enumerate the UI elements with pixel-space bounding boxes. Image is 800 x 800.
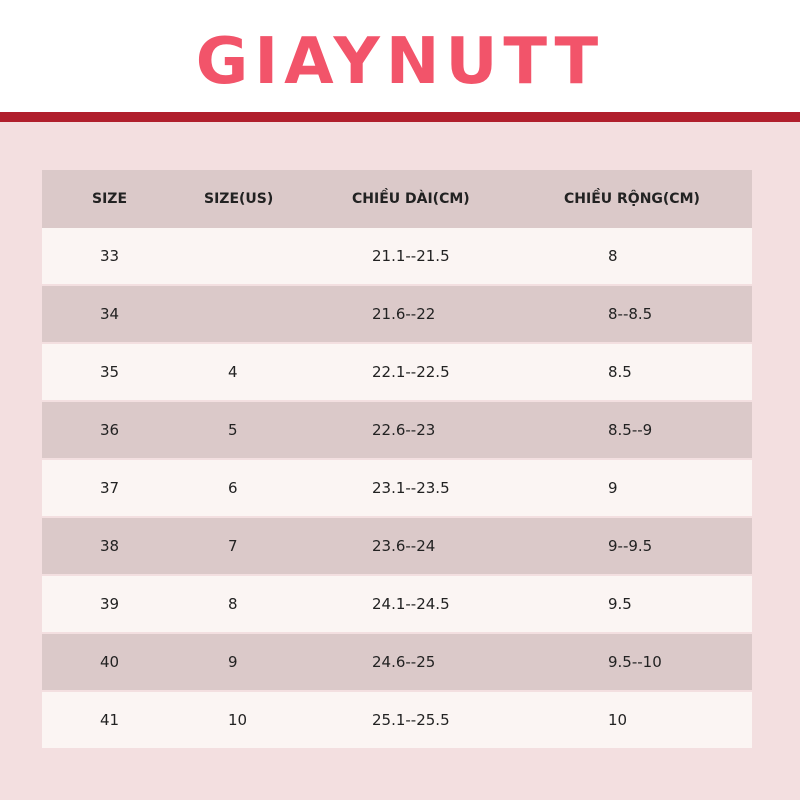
table-row: [42, 402, 752, 458]
cell-size: 39: [100, 595, 120, 613]
cell-length: 21.6--22: [372, 305, 436, 323]
table-row: [42, 228, 752, 284]
cell-width: 9.5: [608, 595, 632, 613]
cell-size: 34: [100, 305, 120, 323]
cell-length: 23.6--24: [372, 537, 436, 555]
header-width: CHIỀU RỘNG(CM): [564, 191, 700, 207]
table-row: [42, 518, 752, 574]
cell-width: 10: [608, 711, 628, 729]
cell-length: 23.1--23.5: [372, 479, 450, 497]
table-row: [42, 634, 752, 690]
divider-bar: [0, 112, 800, 122]
cell-width: 8--8.5: [608, 305, 653, 323]
cell-size: 36: [100, 421, 120, 439]
cell-size-us: 5: [228, 421, 238, 439]
brand-logo: GIAYNUTT: [195, 25, 605, 99]
header-length: CHIỀU DÀI(CM): [352, 191, 470, 207]
cell-length: 22.1--22.5: [372, 363, 450, 381]
cell-size-us: 8: [228, 595, 238, 613]
table-header-row: [42, 170, 752, 228]
cell-length: 22.6--23: [372, 421, 436, 439]
cell-size-us: 10: [228, 711, 248, 729]
cell-size: 40: [100, 653, 120, 671]
header-size-us: SIZE(US): [204, 191, 274, 207]
cell-size-us: 4: [228, 363, 238, 381]
cell-size-us: 6: [228, 479, 238, 497]
cell-width: 9--9.5: [608, 537, 653, 555]
size-chart-table: [42, 170, 752, 748]
table-row: [42, 576, 752, 632]
cell-length: 24.1--24.5: [372, 595, 450, 613]
cell-size: 38: [100, 537, 120, 555]
cell-length: 24.6--25: [372, 653, 436, 671]
header-size: SIZE: [92, 191, 128, 207]
cell-size: 37: [100, 479, 120, 497]
cell-size: 35: [100, 363, 120, 381]
cell-width: 9: [608, 479, 618, 497]
header: [0, 0, 800, 112]
cell-size-us: 7: [228, 537, 238, 555]
table-row: [42, 460, 752, 516]
cell-width: 8: [608, 247, 618, 265]
table-row: [42, 344, 752, 400]
table-row: [42, 286, 752, 342]
cell-size-us: 9: [228, 653, 238, 671]
cell-width: 9.5--10: [608, 653, 662, 671]
cell-length: 25.1--25.5: [372, 711, 450, 729]
table-body: [42, 228, 752, 748]
cell-width: 8.5--9: [608, 421, 653, 439]
table-row: [42, 692, 752, 748]
cell-size: 41: [100, 711, 120, 729]
cell-width: 8.5: [608, 363, 632, 381]
cell-length: 21.1--21.5: [372, 247, 450, 265]
cell-size: 33: [100, 247, 120, 265]
